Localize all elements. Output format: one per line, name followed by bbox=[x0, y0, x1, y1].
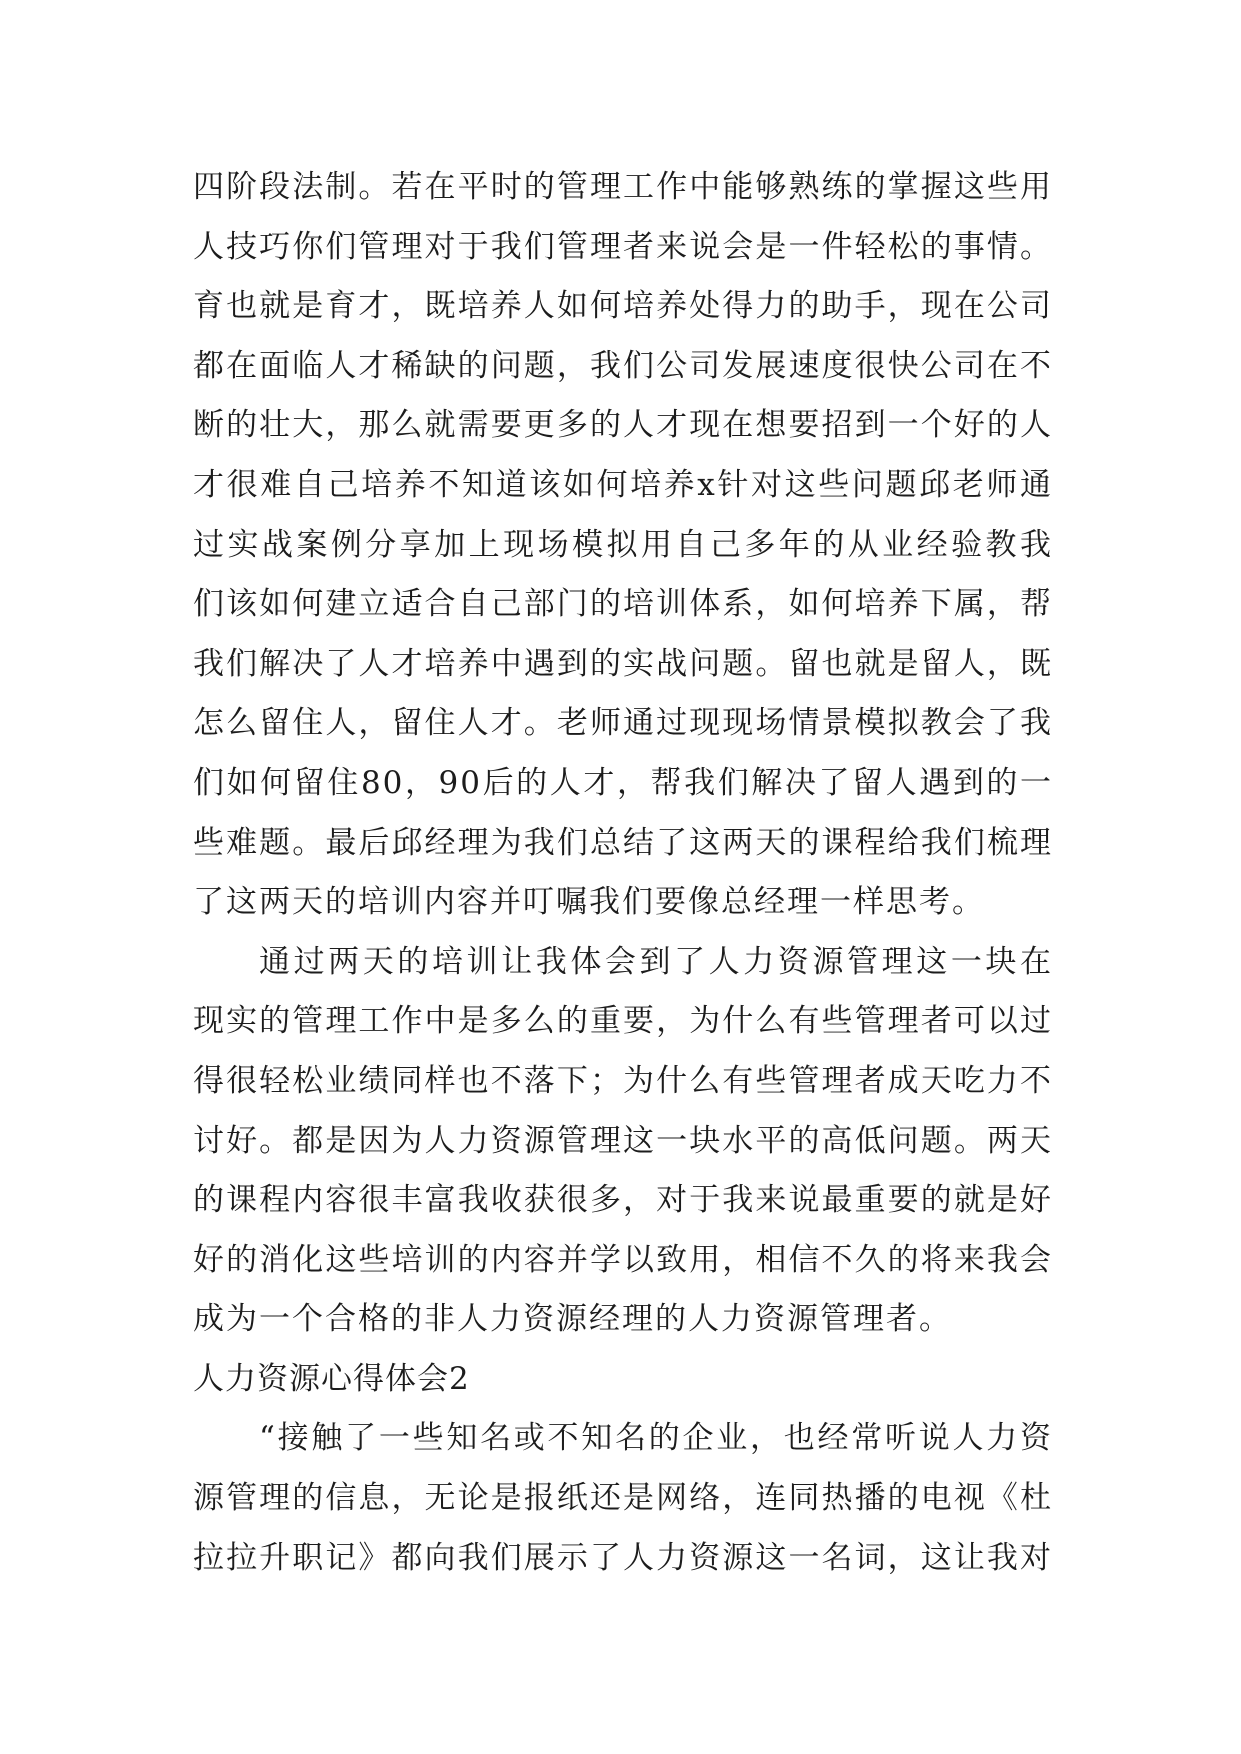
section-heading: 人力资源心得体会2 bbox=[193, 1360, 470, 1397]
paragraph-end-line: 了这两天的培训内容并叮嘱我们要像总经理一样思考。 bbox=[193, 884, 985, 921]
body-line: 源管理的信息，无论是报纸还是网络，连同热播的电视《杜 bbox=[193, 1480, 1053, 1517]
body-line: 的课程内容很丰富我收获很多，对于我来说最重要的就是好 bbox=[193, 1182, 1053, 1219]
body-line: 我们解决了人才培养中遇到的实战问题。留也就是留人，既 bbox=[193, 645, 1053, 682]
body-line: 育也就是育才，既培养人如何培养处得力的助手，现在公司 bbox=[193, 288, 1053, 325]
body-line: 拉拉升职记》都向我们展示了人力资源这一名词，这让我对 bbox=[193, 1539, 1053, 1576]
paragraph-first-line: “接触了一些知名或不知名的企业，也经常听说人力资 bbox=[259, 1420, 1053, 1457]
body-line: 现实的管理工作中是多么的重要，为什么有些管理者可以过 bbox=[193, 1003, 1053, 1040]
paragraph-first-line: 通过两天的培训让我体会到了人力资源管理这一块在 bbox=[259, 943, 1053, 980]
body-line: 人技巧你们管理对于我们管理者来说会是一件轻松的事情。 bbox=[193, 228, 1053, 265]
body-line: 好的消化这些培训的内容并学以致用，相信不久的将来我会 bbox=[193, 1241, 1053, 1278]
body-line: 都在面临人才稀缺的问题，我们公司发展速度很快公司在不 bbox=[193, 347, 1053, 384]
document-body bbox=[193, 158, 1053, 1588]
body-line: 四阶段法制。若在平时的管理工作中能够熟练的掌握这些用 bbox=[193, 169, 1053, 205]
body-line: 些难题。最后邱经理为我们总结了这两天的课程给我们梳理 bbox=[193, 824, 1053, 861]
body-line: 才很难自己培养不知道该如何培养x针对这些问题邱老师通 bbox=[193, 466, 1053, 503]
paragraph-end-line: 成为一个合格的非人力资源经理的人力资源管理者。 bbox=[193, 1301, 952, 1338]
body-line: 们如何留住80，90后的人才，帮我们解决了留人遇到的一 bbox=[193, 764, 1053, 801]
body-line: 过实战案例分享加上现场模拟用自己多年的从业经验教我 bbox=[193, 526, 1053, 563]
body-line: 得很轻松业绩同样也不落下；为什么有些管理者成天吃力不 bbox=[193, 1062, 1053, 1099]
body-line: 断的壮大，那么就需要更多的人才现在想要招到一个好的人 bbox=[193, 407, 1053, 444]
body-line: 讨好。都是因为人力资源管理这一块水平的高低问题。两天 bbox=[193, 1122, 1053, 1159]
body-line: 怎么留住人，留住人才。老师通过现现场情景模拟教会了我 bbox=[193, 705, 1053, 742]
body-line: 们该如何建立适合自己部门的培训体系，如何培养下属，帮 bbox=[193, 586, 1053, 623]
